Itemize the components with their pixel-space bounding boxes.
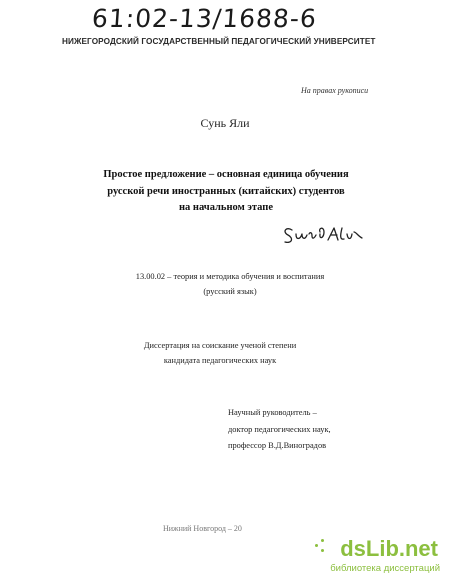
supervisor-line: доктор педагогических наук, [228,424,331,434]
handwritten-catalog-number: 61:02-13/1688-6 [90,4,318,33]
city-year: Нижний Новгород – 20 [163,524,242,533]
specialty-code: 13.00.02 – теория и методика обучения и воспитания [135,272,325,281]
degree-line: кандидата педагогических наук [163,356,277,365]
supervisor-block [228,405,331,455]
watermark-dot-icon [315,544,318,547]
degree-block [60,338,380,368]
watermark-subtitle: библиотека диссертаций [330,563,440,574]
supervisor-line: Научный руководитель – [228,408,317,417]
title-line: русской речи иностранных (китайских) студентов [107,185,345,197]
handwritten-signature [282,222,368,250]
title-line: на начальном этапе [178,202,274,213]
author-name: Сунь Яли [200,116,250,130]
watermark[interactable] [313,536,450,581]
watermark-logo[interactable]: dsLib.net [340,536,438,561]
supervisor-line: профессор В.Д.Виноградов [228,441,327,450]
rights-note: На правах рукописи [301,86,369,95]
watermark-dot-icon [321,549,324,552]
specialty-subject: (русский язык) [203,287,257,296]
university-name: НИЖЕГОРОДСКИЙ ГОСУДАРСТВЕННЫЙ ПЕДАГОГИЧЕСКИЙ УНИВЕРСИТЕТ [62,37,376,46]
dissertation-title [66,167,386,217]
degree-line: Диссертация на соискание ученой степени [143,341,297,350]
watermark-dot-icon [321,539,324,542]
specialty-block [60,269,400,299]
title-line: Простое предложение – основная единица обучения [103,169,349,180]
